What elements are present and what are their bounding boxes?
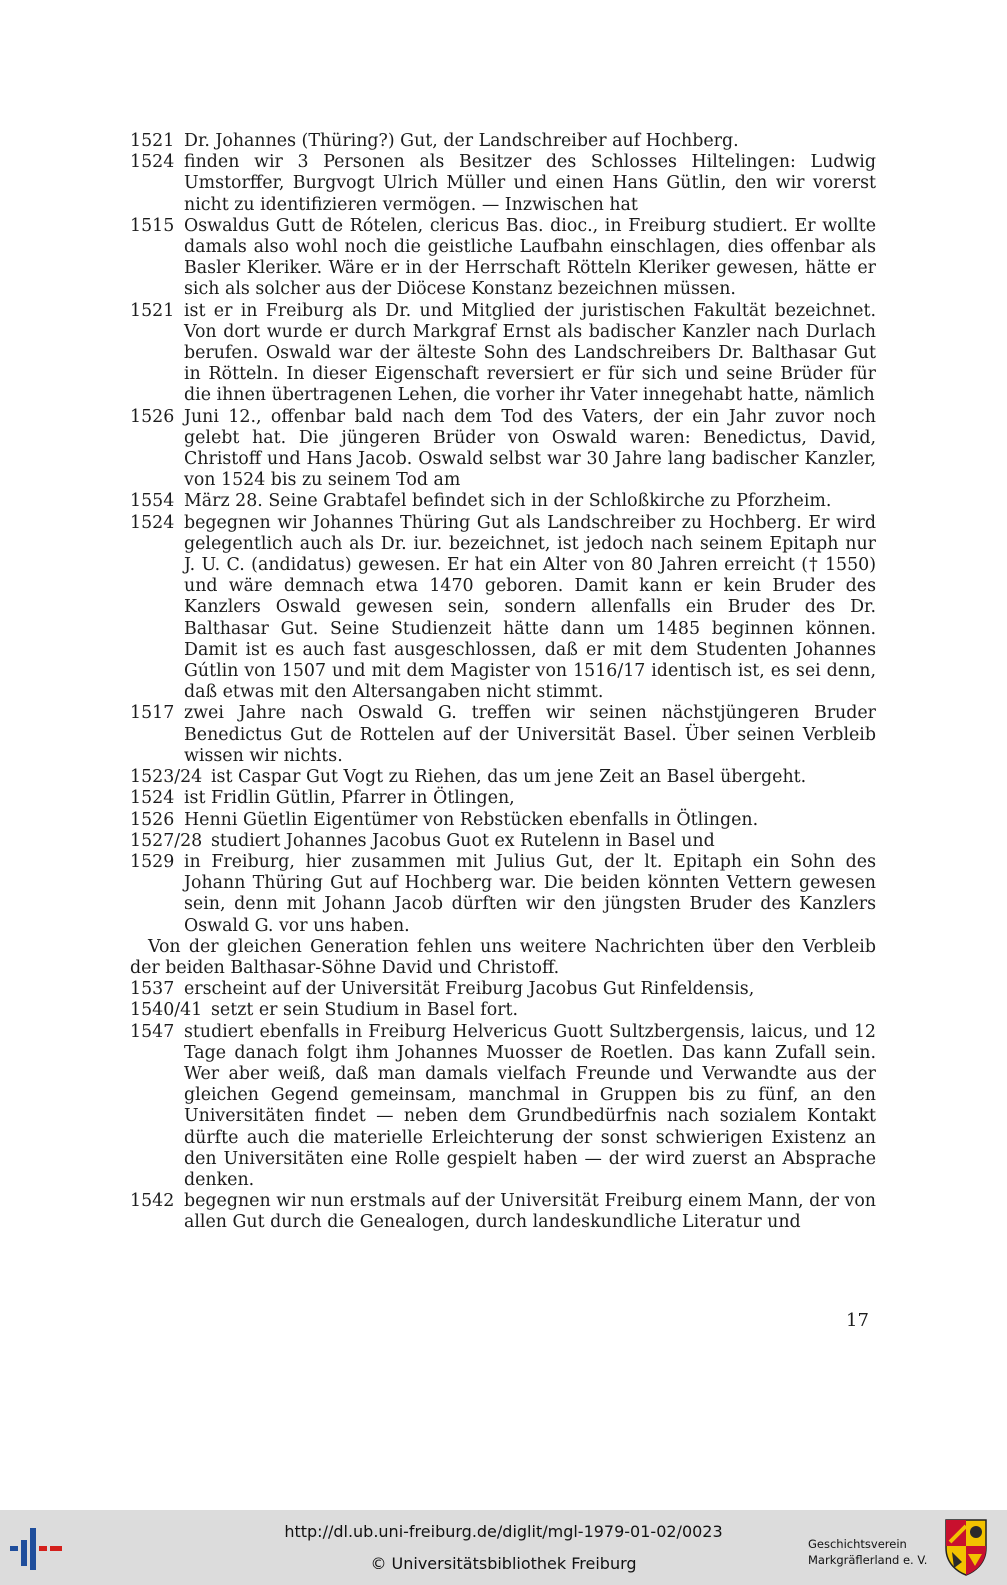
chronicle-entry (130, 152, 876, 216)
chronicle-entry (130, 216, 876, 301)
publisher-name-line1: Geschichtsverein (808, 1537, 907, 1551)
entry-text: März 28. Seine Grabtafel befindet sich in der Schloßkirche zu Pforzheim. (184, 491, 832, 512)
entry-year: 1524 (130, 152, 175, 173)
entry-text: begegnen wir Johannes Thüring Gut als Landschreiber zu Hochberg. Er wird gelegentlich auch als Dr. iur. bezeichnet, ist jedoch nach seinem Epitaph nur J. U. C. (andidatus) gewesen. Er hat ein Alter von 80 Jahren erreicht († 1550) und wäre demnach etwa 1470 geboren. Damit kann er kein Bruder des Kanzlers Oswald gewesen sein, sondern allenfalls ein Bruder des Dr. Balthasar Gut. Seine Studienzeit hätte dann um 1485 beginnen können. Damit ist es auch fast ausgeschlossen, daß er mit dem Studenten Johannes Gútlin von 1507 und mit dem Magister von 1516/17 identisch ist, es sei denn, daß etwas mit den Altersangaben nicht stimmt. (184, 512, 876, 703)
entry-text: Oswaldus Gutt de Rótelen, clericus Bas. dioc., in Freiburg studiert. Er wollte damals also wohl noch die geistliche Laufbahn einschlagen, dies offenbar als Basler Kleriker. Wäre er in der Herrschaft Rötteln Kleriker gewesen, hätte er sich als solcher aus der Diöcese Konstanz bezeichnen müssen. (184, 215, 876, 300)
entry-text: finden wir 3 Personen als Besitzer des Schlosses Hiltelingen: Ludwig Umstorffer, Burgvogt Ulrich Müller und einen Hans Gütlin, den wir vorerst nicht zu identifizieren vermögen. — Inzwischen hat (184, 152, 876, 215)
chronicle-entry (130, 131, 876, 152)
entry-text: ist Fridlin Gütlin, Pfarrer in Ötlingen, (184, 788, 515, 809)
entry-year: 1527/28 (130, 830, 203, 851)
entry-year: 1521 (130, 131, 175, 151)
entry-text: studiert ebenfalls in Freiburg Helvericus Guott Sultzbergensis, laicus, und 12 Tage danach folgt ihm Johannes Muosser de Roetlen. Das kann Zufall sein. Wer aber weiß, daß man damals vielfach Freunde und Verwandte aus der gleichen Gegend gemeinsam, manchmal in Gruppen bis zu fünf, an den Universitäten findet — neben dem Grundbedürfnis nach sozialem Kontakt dürfte auch die materielle Erleichterung der sonst schwierigen Existenz an den Universitäten eine Rolle gespielt haben — der wird zuerst an Absprache denken. (184, 1021, 876, 1190)
chronicle-entry (130, 852, 876, 937)
entry-text: Dr. Johannes (Thüring?) Gut, der Landschreiber auf Hochberg. (184, 131, 739, 151)
entry-year: 1537 (130, 979, 175, 1000)
entry-year: 1521 (130, 300, 175, 321)
entry-text: ist er in Freiburg als Dr. und Mitglied der juristischen Fakultät bezeichnet. Von dort wurde er durch Markgraf Ernst als badischer Kanzler nach Durlach berufen. Oswald war der älteste Sohn des Landschreibers Dr. Balthasar Gut in Rötteln. In dieser Eigenschaft reversiert er für sich und seine Brüder für die ihnen übertragenen Lehen, die vorher ihr Vater innegehabt hatte, nämlich (184, 300, 876, 406)
entry-year: 1529 (130, 851, 175, 872)
entry-year: 1542 (130, 1191, 175, 1212)
footer-bar (0, 1510, 1007, 1585)
chronicle-entry (130, 810, 876, 831)
entry-year: 1526 (130, 809, 175, 830)
entry-year: 1517 (130, 703, 175, 724)
entry-year: 1524 (130, 788, 175, 809)
entry-text: zwei Jahre nach Oswald G. treffen wir seinen nächstjüngeren Bruder Benedictus Gut de Rottelen auf der Universität Basel. Über seinen Verbleib wissen wir nichts. (184, 703, 876, 766)
entry-year: 1547 (130, 1021, 175, 1042)
entry-text: Juni 12., offenbar bald nach dem Tod des Vaters, der ein Jahr zuvor noch gelebt hat. Die jüngeren Brüder von Oswald waren: Benedictus, David, Christoff und Hans Jacob. Oswald selbst war 30 Jahre lang badischer Kanzler, von 1524 bis zu seinem Tod am (184, 406, 876, 491)
chronicle-entry (130, 979, 876, 1000)
coat-of-arms-icon (944, 1518, 988, 1576)
entry-text: begegnen wir nun erstmals auf der Universität Freiburg einem Mann, der von allen Gut durch die Genealogen, durch landeskundliche Literatur und (184, 1191, 876, 1233)
body-paragraph: Von der gleichen Generation fehlen uns weitere Nachrichten über den Verbleib der beiden Balthasar-Söhne David und Christoff. (130, 936, 876, 978)
chronicle-entry (130, 491, 876, 512)
chronicle-entry (130, 407, 876, 492)
entry-text: Henni Güetlin Eigentümer von Rebstücken ebenfalls in Ötlingen. (184, 809, 759, 830)
entry-year: 1526 (130, 406, 175, 427)
entry-text: ist Caspar Gut Vogt zu Riehen, das um jene Zeit an Basel übergeht. (211, 767, 807, 788)
page-number: 17 (846, 1310, 869, 1331)
chronicle-entry (130, 831, 876, 852)
entry-text: studiert Johannes Jacobus Guot ex Rutelenn in Basel und (211, 830, 715, 851)
entry-text: setzt er sein Studium in Basel fort. (211, 1000, 519, 1021)
entry-year: 1515 (130, 215, 175, 236)
entry-year: 1540/41 (130, 1000, 203, 1021)
publisher-name-line2: Markgräflerland e. V. (808, 1553, 928, 1567)
chronicle-entry (130, 788, 876, 809)
chronicle-entry (130, 1191, 876, 1233)
entry-year: 1554 (130, 491, 175, 512)
chronicle-entry (130, 767, 876, 788)
entry-year: 1524 (130, 512, 175, 533)
chronicle-entry (130, 1000, 876, 1021)
source-url-link[interactable]: http://dl.ub.uni-freiburg.de/diglit/mgl-1979-01-02/0023 (284, 1522, 723, 1541)
entry-text: erscheint auf der Universität Freiburg Jacobus Gut Rinfeldensis, (184, 979, 755, 1000)
copyright-text: © Universitätsbibliothek Freiburg (370, 1554, 637, 1573)
entry-year: 1523/24 (130, 767, 203, 788)
chronicle-entry (130, 513, 876, 704)
publisher-name (808, 1536, 927, 1568)
chronicle-entry (130, 301, 876, 407)
entry-text: in Freiburg, hier zusammen mit Julius Gut, der lt. Epitaph ein Sohn des Johann Thüring Gut auf Hochberg war. Die beiden könnten Vettern gewesen sein, denn mit Johann Jacob dürften wir den jüngsten Bruder des Kanzlers Oswald G. vor uns haben. (184, 851, 876, 936)
chronicle-entry (130, 703, 876, 767)
page-body (130, 131, 876, 1234)
chronicle-entry (130, 1022, 876, 1192)
